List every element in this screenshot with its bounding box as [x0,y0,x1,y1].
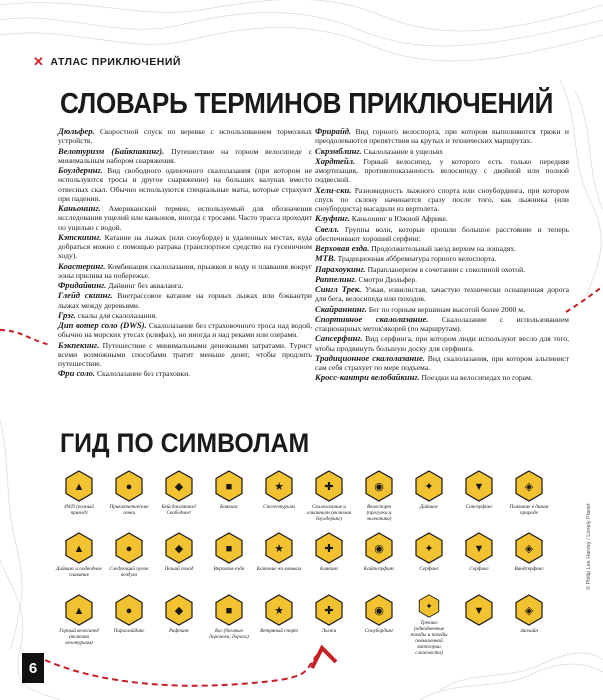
caving-icon [265,470,293,502]
glossary-definition: Группы волн, которые прошли большое расстояние и теперь обеспечивают хороший серфинг. [315,224,569,243]
svg-text:▼: ▼ [473,543,485,555]
glossary-term: Парахоукинг. [315,263,366,274]
glossary-definition: Скоростной спуск по веревке с использованием тормозных устройств. [58,127,312,146]
paraglide-icon [115,594,143,626]
glossary-entry [315,244,569,253]
glossary-entry [58,341,312,369]
svg-text:▲: ▲ [73,543,85,555]
snowboard-icon [365,594,393,626]
glossary-term: Фридайвинг. [58,280,107,290]
symbol-item [304,594,354,656]
symbol-item [254,470,304,532]
glossary-entry [315,254,569,263]
base-jump-icon [165,470,193,502]
svg-text:▼: ▼ [473,605,485,617]
glossary-definition: Скалолазание без страховки. [95,369,191,379]
symbol-label: Дайвинг и подводное плавание [56,566,102,578]
glossary-term: Верховая езда. [315,243,370,253]
glossary-entry [315,214,569,223]
glossary-term: Коастеринг. [58,260,106,271]
symbol-label: Пеший поход [164,566,194,572]
glossary-term: Грэг. [58,309,76,320]
glossary-term: Дюльфер. [58,126,95,136]
symbol-item [54,470,104,532]
symbol-label: Каякинг [219,504,239,510]
glossary-entry [315,315,569,334]
svg-text:◈: ◈ [524,481,534,493]
symbol-item [254,532,304,594]
zipline-icon [515,594,543,626]
glossary-entry [315,334,569,353]
symbol-label: Скалолазание и альпинизм (включая боулдеринг) [307,504,351,522]
symbol-item [154,594,204,656]
glossary-definition: Поездки на велосипедах по горам. [419,373,533,383]
svg-text:●: ● [125,481,133,493]
glossary-entry [58,204,312,232]
glossary-definition: Внетрассовое катание на горных лыжах или бэккантри лыжах между деревьями. [58,291,312,310]
svg-text:✚: ✚ [324,481,334,493]
symbol-label: Серфинг [469,566,489,572]
symbol-item [504,470,554,532]
glossary-entry [58,311,312,320]
glossary-term: Спортивное скалолазание. [315,313,429,324]
glossary-term: Бэкпекинг. [58,339,100,350]
x-mark-icon: ✕ [33,54,45,69]
glossary-right-column [315,127,569,384]
glossary-definition: Дайвинг без акваланга. [106,281,184,290]
glossary-definition: Американский термин, используемый для обозначения исследования ущелий или каньонов, иногда с тросами. Часто трасса проходит по ущелью с водой. [58,204,312,232]
glossary-entry [315,305,569,314]
symbol-item [354,470,404,532]
glossary-entry [58,291,312,310]
symbol-item [154,532,204,594]
glossary-term: Хели-ски. [315,184,352,195]
symbol-item [354,594,404,656]
glossary-definition: Узкая, извилистая, зачастую технически оснащенная дорога для бега, велосипеда или походов. [315,285,569,304]
trek-pack-icon [465,594,493,626]
glossary-definition: Катание на лыжах (или сноуборде) в удаленных местах, куда добраться можно с помощью ратрака (транспортное средство на гусеничном ходу). [58,232,312,261]
freedive-icon [115,532,143,564]
rafting-icon [165,594,193,626]
glossary-entry [58,321,312,340]
symbol-label: Рафтинг [168,628,190,634]
symbol-item [104,532,154,594]
glossary-definition: Смотри Дюльфер. [356,274,418,284]
svg-text:★: ★ [274,543,284,555]
mtb-icon [65,594,93,626]
glossary-definition: Вид скалолазания, при котором альпинист сам себя страхует по мере подъема. [315,353,569,372]
photo-credit: © Philip Lee Harvey / Lonely Planet [586,503,592,590]
glossary-term: Фрирайд. [315,126,352,136]
svg-text:✚: ✚ [324,605,334,617]
section-header [33,56,181,68]
glossary-definition: Разновидность лыжного спорта или сноубординга, при котором спуск по склону начинается сразу после того, как лыжника (или сноубордиста) высадили из вертолета. [315,185,569,213]
svg-text:◉: ◉ [374,481,384,493]
glossary-term: Сингл Трек. [315,284,362,294]
glossary-definition: Скалолазание в ущельях [361,146,444,156]
symbol-label: Трекинг (однодневные походы и походы повышенной категории сложности) [410,620,448,656]
glossary-left-column [58,127,312,380]
symbol-label: Сноубординг [364,628,394,634]
symbol-item [454,532,504,594]
svg-text:●: ● [125,543,133,555]
snorkel-icon [65,532,93,564]
symbol-item [104,470,154,532]
svg-text:✦: ✦ [425,602,433,611]
glossary-term: Скайраннинг. [315,303,367,314]
glossary-term: Раппелинг. [315,273,357,284]
section-name: АТЛАС ПРИКЛЮЧЕНИЙ [50,56,181,68]
horse-icon [215,532,243,564]
symbol-item [304,532,354,594]
symbol-label: Лыжи [321,628,337,634]
glossary-term: Боулдеринг. [58,165,103,175]
glossary-definition: Каньонинг в Южной Африке. [349,214,448,224]
svg-text:✦: ✦ [424,543,434,555]
svg-text:●: ● [125,605,133,617]
glossary-definition: скалы для скалолазания. [75,310,157,320]
diving-icon [415,470,443,502]
symbol-item [404,470,454,532]
surfboard-icon [465,532,493,564]
symbol-item [404,594,454,656]
symbol-label: Следующий пучок воздуха [109,566,149,578]
glossary-definition: Горный велосипед, у которого есть только передняя амортизация, противопоказанность велосипеду с двойной или полной подвеской. [315,156,569,185]
svg-text:▲: ▲ [73,605,85,617]
symbol-item [54,594,104,656]
glossary-term: Фри соло. [58,368,96,379]
glossary-entry [58,281,312,290]
glossary-definition: Традиционная аббревиатура горного велоспорта. [335,254,497,264]
glossary-entry [315,127,569,146]
svg-text:◆: ◆ [174,481,184,493]
symbol-label: Сапсерфинг [465,504,493,510]
glossary-definition: Парапланеризм в сочетании с соколиной охотой. [365,264,526,274]
symbols-title: ГИД ПО СИМВОЛАМ [60,428,310,458]
sailing-icon [265,594,293,626]
svg-text:■: ■ [225,605,233,617]
glossary-term: Сапсерфинг. [315,333,363,344]
hiking-icon [165,532,193,564]
symbol-label: Велоспорт (прогулки и эклектика) [366,504,392,522]
symbol-label: Катание на коньках [256,566,302,572]
jeep-icon [65,470,93,502]
symbol-item [104,594,154,656]
symbol-label: Каякинг [319,566,339,572]
symbol-label: Приключенческие гонки [109,504,149,516]
glossary-term: Велотуризм (Байкпакинг). [58,145,165,156]
symbol-item [154,470,204,532]
symbol-label: Виндсерфинг [514,566,544,572]
symbol-label: Ветряный спорт [260,628,298,634]
page-number: 6 [22,653,44,683]
svg-text:★: ★ [274,605,284,617]
glossary-term: Кросс-кантри велобайкинг. [315,372,420,383]
symbol-item [304,470,354,532]
glossary-definition: Продолжительный заезд верхом на лошадях. [369,244,517,253]
canoe-icon [315,532,343,564]
glossary-entry [315,354,569,373]
kayak-icon [215,470,243,502]
glossary-entry [58,166,312,203]
climbing-icon [315,470,343,502]
svg-text:■: ■ [225,481,233,493]
glossary-term: Скрэмблинг. [315,145,362,156]
svg-text:✚: ✚ [324,543,334,555]
symbol-item [454,470,504,532]
symbol-label: 4WD (полный привод) [64,504,94,516]
svg-text:◆: ◆ [174,543,184,555]
wild-swim-icon [515,470,543,502]
glossary-entry [315,265,569,274]
symbol-item [504,594,554,656]
glossary-term: Дип вотер соло (DWS). [58,320,147,330]
svg-text:◉: ◉ [374,605,384,617]
glossary-definition: Комбинация скалолазания, прыжков в воду и плавания вокруг зоны прилива на побережье. [58,261,312,280]
symbol-item [454,594,504,656]
ski-icon [315,594,343,626]
svg-text:▼: ▼ [473,481,485,493]
glossary-definition: Вид серфинга, при котором люди используют весло для того, чтобы продвинуть большую доску для серфинга. [315,334,569,353]
symbol-label: Горный велосипед (включая велотуризм) [59,628,99,646]
glossary-entry [58,127,312,146]
symbol-item [204,594,254,656]
symbol-label: Дайвинг [420,504,438,510]
glossary-term: MTB. [315,253,336,264]
symbol-label: Бег (беговые дорожки, дороги) [209,628,249,640]
glossary-entry [315,275,569,284]
glossary-definition: Скалолазание с использованием стационарных меток\якорей (по маршрутам). [315,314,569,333]
adventure-race-icon [115,470,143,502]
running-icon [215,594,243,626]
glossary-definition: Вид свободного одиночного скалолазания (при котором не используются тросы и другое снаряжение) на больших валунах вместо отвесных скал. Обычно используются специальные маты, которые страхуют при падении. [58,166,312,203]
svg-text:✦: ✦ [424,481,434,493]
skate-icon [265,532,293,564]
glossary-entry [58,369,312,378]
svg-text:★: ★ [274,481,284,493]
symbol-item [204,470,254,532]
symbol-label: Бейсджампинг! Свободное! [161,504,197,516]
paddleboard-icon [465,470,493,502]
symbol-label: Верховая езда [213,566,245,572]
glossary-definition: Скалолазание без страховочного троса над водой, обычно на морских утесах (клифах), но иногда и над реками или озерами. [58,321,312,340]
glossary-entry [58,262,312,281]
glossary-entry [315,373,569,382]
symbol-label: Кайтсерфинг [363,566,395,572]
glossary-entry [58,147,312,166]
glossary-term: Кэтскиинг. [58,231,102,242]
glossary-entry [58,233,312,261]
symbol-label: Параглайдинг [113,628,145,634]
symbol-label: Серфинг [419,566,439,572]
symbol-item [254,594,304,656]
glossary-term: Глейд скиинг. [58,290,113,301]
symbol-item [404,532,454,594]
glossary-title: СЛОВАРЬ ТЕРМИНОВ ПРИКЛЮЧЕНИЙ [60,88,554,120]
symbol-label: Спелеотуризм [263,504,295,510]
svg-text:◈: ◈ [524,605,534,617]
glossary-term: Клуфинг. [315,213,350,224]
trekking-icon [415,594,443,618]
glossary-entry [315,186,569,214]
svg-text:◆: ◆ [174,605,184,617]
svg-text:◈: ◈ [524,543,534,555]
surf-icon [415,532,443,564]
glossary-term: Традиционное скалолазание. [315,352,425,363]
glossary-definition: Путешествие с минимальными денежными затратами. Турист всеми возможными способами тратит меньше денег, чтобы продлить путешествие. [58,340,312,368]
kitesurf-icon [365,532,393,564]
symbol-grid [54,470,554,656]
glossary-entry [315,147,569,156]
svg-text:■: ■ [225,543,233,555]
symbol-item [354,532,404,594]
glossary-definition: Путешествие на горном велосипеде с минимальным набором снаряжения. [58,146,312,165]
symbol-item [54,532,104,594]
symbol-item [504,532,554,594]
symbol-item [204,532,254,594]
glossary-entry [315,225,569,244]
symbol-label: Плавание в диком природе [509,504,549,516]
svg-text:◉: ◉ [374,543,384,555]
glossary-definition: Вид горного велоспорта, при котором выполняются трюки и преодолеваются препятствия на крутых и технических маршрутах. [315,127,569,146]
glossary-entry [315,285,569,304]
glossary-definition: Бег по горным вершинам высотой более 2000 м. [366,304,525,314]
cycling-icon [365,470,393,502]
glossary-entry [315,157,569,185]
glossary-term: Хардтейл. [315,155,356,166]
glossary-term: Свелл. [315,223,340,234]
svg-text:▲: ▲ [73,481,85,493]
symbol-label: Зиплайн [520,628,538,634]
windsurf-icon [515,532,543,564]
glossary-term: Каньонинг. [58,203,101,213]
